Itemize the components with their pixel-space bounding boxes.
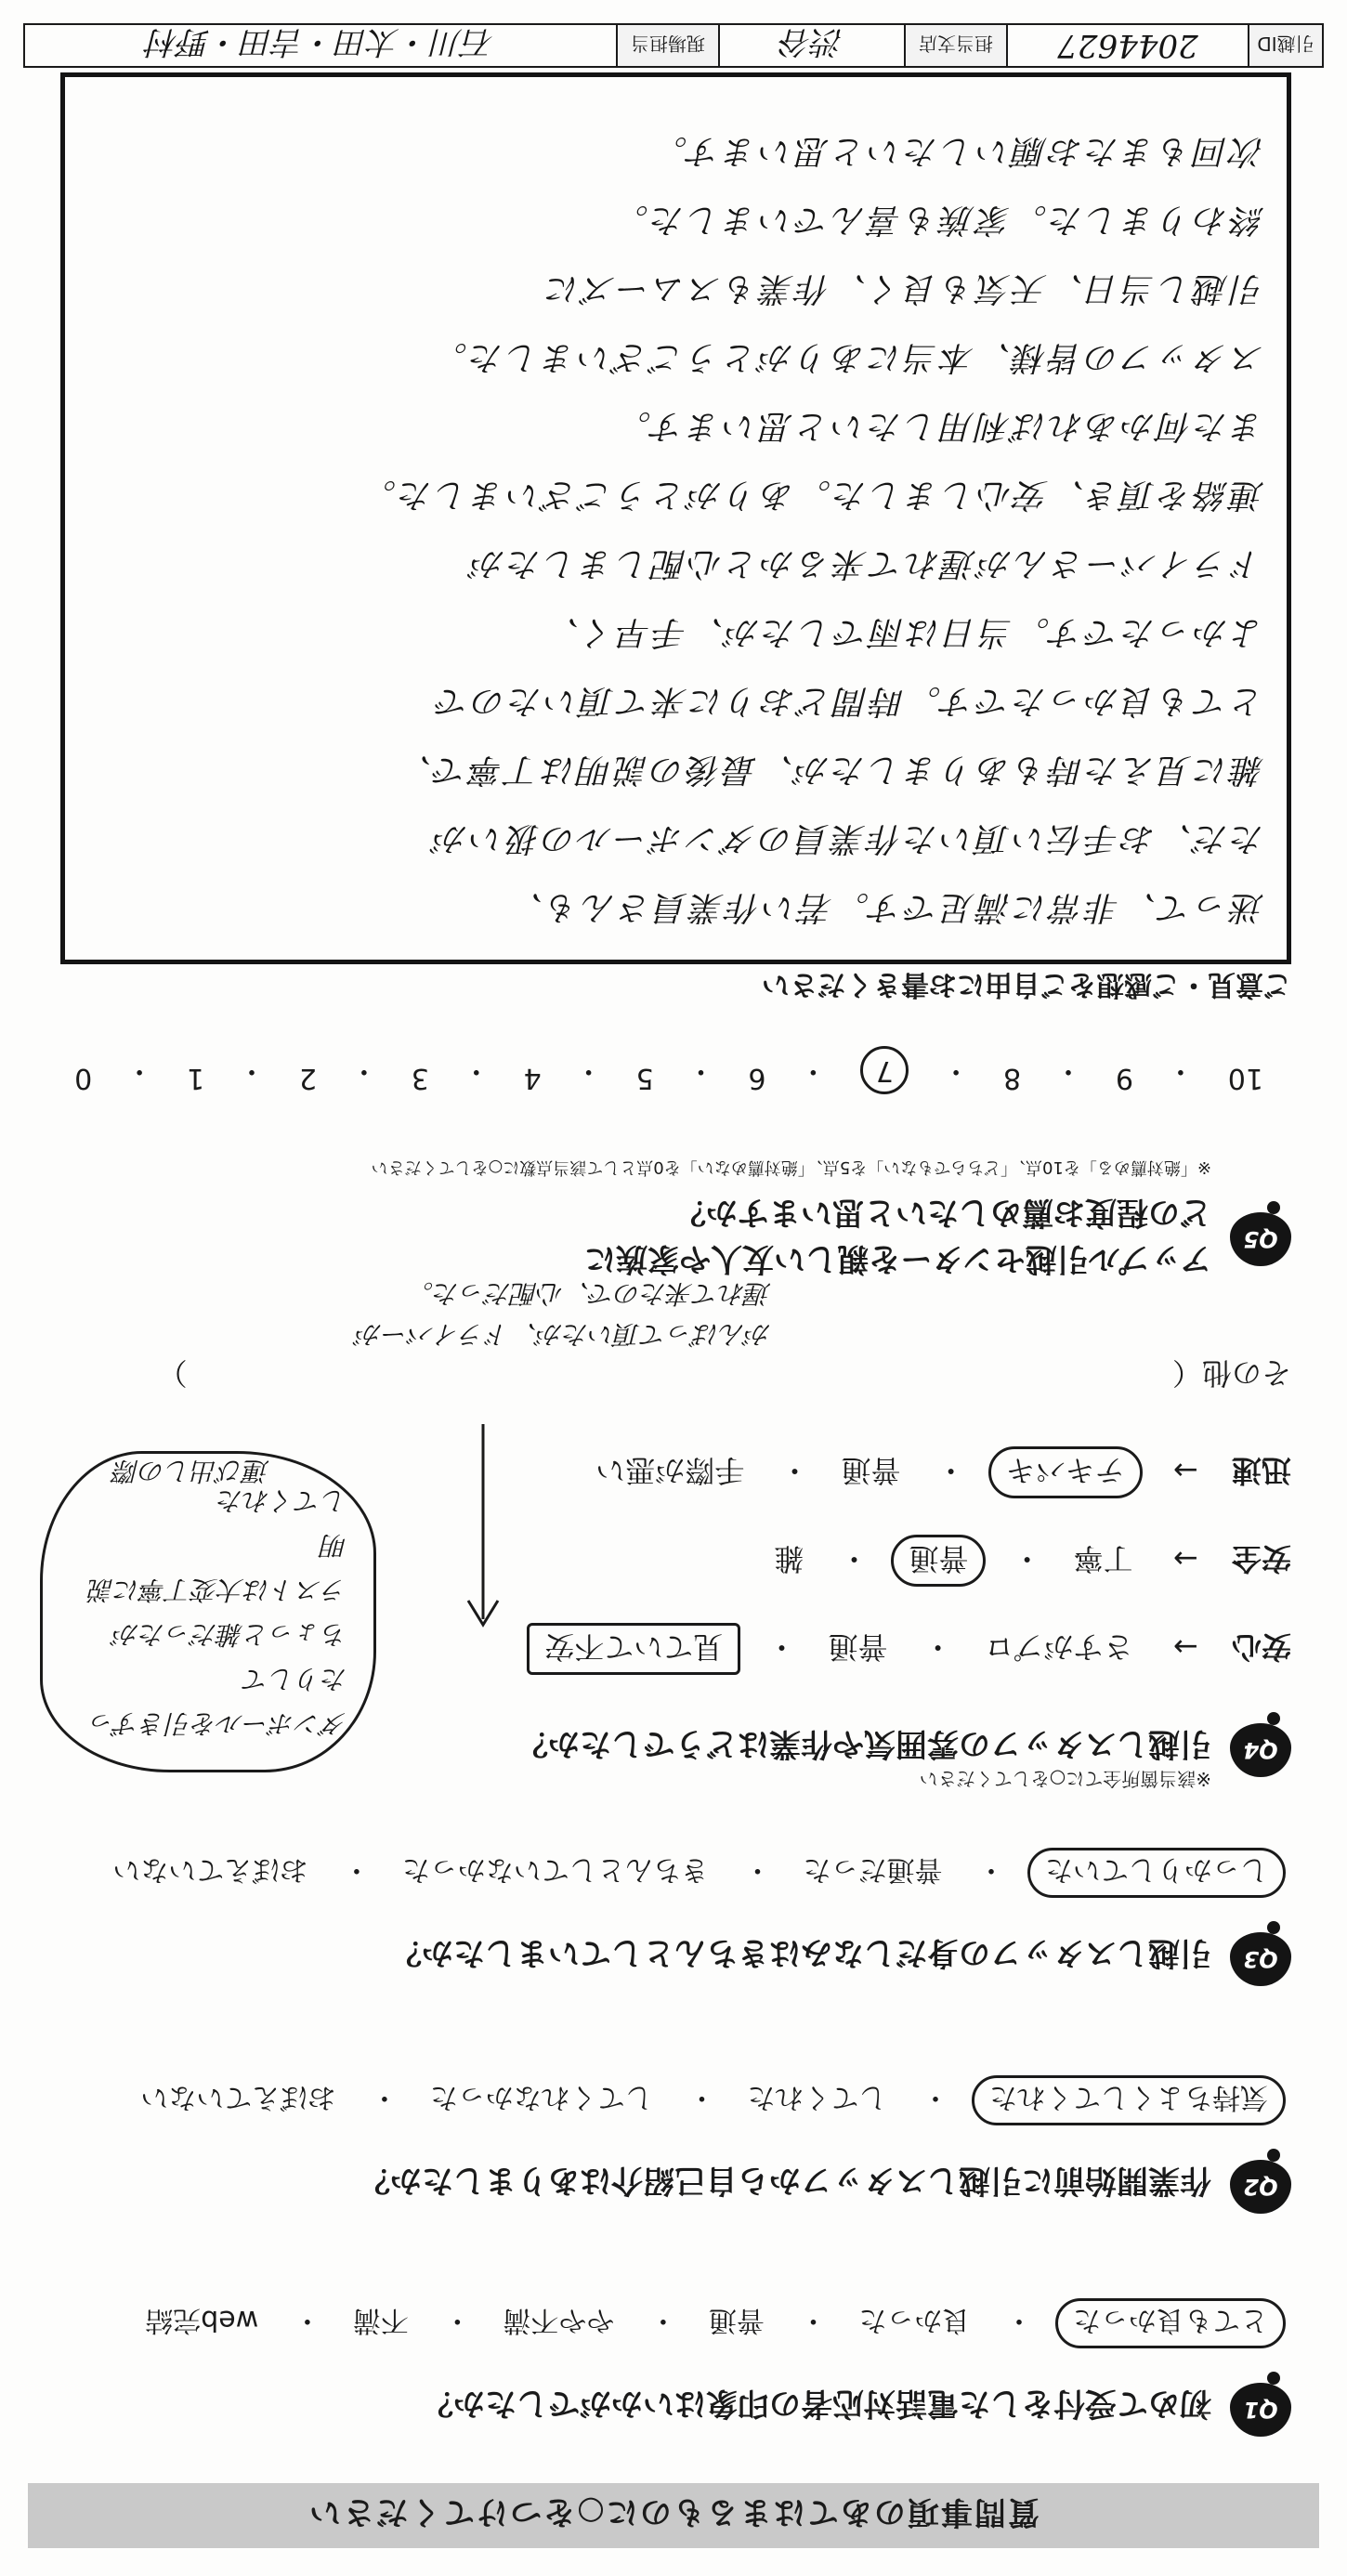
- q3-option-not-neat[interactable]: きちんとしていなかった: [401, 1853, 709, 1886]
- comments-box[interactable]: [60, 72, 1291, 964]
- q3-options: しっかりしていた・ 普通だった・ きちんとしていなかった・ おぼえていない: [98, 1848, 1286, 1898]
- q1-badge: Q1: [1230, 2383, 1291, 2437]
- staff-value: 石川・太田・吉田・野村: [147, 23, 494, 61]
- handwritten-cloud-comment: [40, 1451, 376, 1772]
- id-label: 引越ID: [1248, 25, 1322, 66]
- q4-relief-pro[interactable]: さすがプロ: [984, 1629, 1133, 1665]
- q5-question-line1: アップル引越センターを親しい友人や家族に: [584, 1240, 1211, 1277]
- handwritten-line: してくれた: [216, 1485, 347, 1516]
- comment-line: とても良かったです。時間どおりに来て頂いたので: [433, 682, 1264, 720]
- q4-other-close: ）: [157, 1355, 188, 1391]
- score-8[interactable]: 8: [1003, 1062, 1022, 1094]
- q3-question: 引越しスタッフの身だしなみはきちんとしていましたか？: [390, 1934, 1211, 1971]
- q4-handwritten-other: [356, 1273, 771, 1354]
- q3-option-neat[interactable]: しっかりしていた: [1027, 1848, 1286, 1898]
- id-value: 2044627: [1006, 25, 1248, 66]
- q4-note: ※該当箇所全てに○をしてください: [919, 1768, 1211, 1790]
- q1-option-good[interactable]: 良かった: [858, 2304, 971, 2336]
- q4-speed-clumsy[interactable]: 手際が悪い: [595, 1453, 745, 1488]
- comment-line: スタッフの皆様、本当にありがとうございました。: [430, 338, 1264, 376]
- q1-options: とても良かった・ 良かった・ 普通・ やや不満・ 不満・ web完結: [130, 2298, 1286, 2348]
- comments-title: ご意見・ご感想をご自由にお書きください: [762, 968, 1291, 1000]
- comment-line: 連絡を頂き、安心しました。ありがとうございました。: [360, 476, 1264, 514]
- score-1[interactable]: 1: [187, 1062, 205, 1094]
- q4-other: [158, 1353, 1291, 1396]
- q4-row-label: 安心: [1231, 1629, 1291, 1665]
- q4-safety-careful[interactable]: 丁寧: [1073, 1541, 1133, 1576]
- branch-value: 渋谷: [718, 25, 904, 66]
- q1-option-unsatisfied[interactable]: 不満: [352, 2304, 409, 2336]
- q5-question-line2: どの程度お薦めしたいと思いますか？: [674, 1194, 1211, 1231]
- arrow-right-icon: →: [1173, 1453, 1198, 1488]
- q3-option-dont-remember[interactable]: おぼえていない: [112, 1853, 308, 1886]
- score-5[interactable]: 5: [635, 1062, 654, 1094]
- comment-line: 次回もまたお願いしたいと思います。: [650, 132, 1264, 170]
- score-6[interactable]: 6: [748, 1062, 766, 1094]
- comment-line: よかったです。当日は雨でしたが、手早く、: [543, 613, 1264, 651]
- handwritten-line: ダンボールを引きずったりして: [88, 1664, 347, 1739]
- q2-options: 気持ちよくしてくれた・ してくれた・ してくれなかった・ おぼえていない: [125, 2075, 1286, 2125]
- q2-badge: Q2: [1230, 2160, 1291, 2214]
- handwritten-arrow-icon: [455, 1415, 511, 1638]
- q1-question: 初めて受付をした電話対応者の印象はいかがでしたか？: [422, 2385, 1211, 2422]
- q4-handwritten-arrow-note: 運び出しの際: [112, 1456, 269, 1486]
- comment-line: また何かあれば利用したいと思います。: [614, 407, 1264, 445]
- question-3: [46, 1837, 1291, 1986]
- handwritten-line: 遅れて来たので、心配だった。: [407, 1278, 771, 1309]
- q3-option-normal[interactable]: 普通だった: [803, 1853, 943, 1886]
- q4-relief-normal[interactable]: 普通: [828, 1629, 888, 1665]
- q4-question: 引越しスタッフの雰囲気や作業はどうでしたか？: [517, 1725, 1211, 1762]
- comment-line: 迷って、非常に満足です。若い作業員さんも、: [506, 888, 1264, 926]
- q4-speed-normal[interactable]: 普通: [841, 1453, 901, 1488]
- q4-safety-rough[interactable]: 雑: [774, 1541, 804, 1576]
- q4-row-safety: 安全 → 丁寧・ 普通・ 雑: [759, 1535, 1291, 1587]
- q5-score-scale: 10 ・ 9 ・ 8 ・ 7 ・ 6 ・ 5 ・ 4 ・ 3 ・ 2 ・ 1 ・ 0: [74, 1046, 1263, 1094]
- score-0[interactable]: 0: [74, 1062, 93, 1094]
- comment-line: 雑に見えた時もありましたが、最後の説明は丁寧で、: [395, 751, 1264, 789]
- q4-speed-brisk[interactable]: テキパキ: [988, 1446, 1143, 1498]
- q2-option-did[interactable]: してくれた: [747, 2081, 887, 2113]
- q2-option-pleasant[interactable]: 気持ちよくしてくれた: [972, 2075, 1286, 2125]
- arrow-right-icon: →: [1173, 1541, 1198, 1576]
- q4-row-speed: 迅速 → テキパキ・ 普通・ 手際が悪い: [581, 1446, 1291, 1498]
- q5-note: ※「絶対薦める」を10点、「どちらでもない」を5点、「絶対薦めない」を0点として該当点数に○をしてください: [371, 1157, 1211, 1177]
- q4-safety-normal[interactable]: 普通: [891, 1535, 986, 1587]
- question-5: [46, 1099, 1291, 1285]
- score-4[interactable]: 4: [523, 1062, 542, 1094]
- instruction-banner: 質問事項のあてはまるものに○をつけてください: [28, 2483, 1319, 2548]
- q1-option-normal[interactable]: 普通: [708, 2304, 765, 2336]
- comment-line: ただ、お手伝い頂いた作業員のダンボールの扱いが: [431, 819, 1264, 857]
- handwritten-line: ちょっと雑だったが: [112, 1619, 347, 1650]
- handwritten-line: ラストは大変丁寧に説明: [87, 1530, 347, 1605]
- q4-badge: Q4: [1230, 1723, 1291, 1777]
- branch-label: 担当支店: [904, 25, 1006, 66]
- score-10[interactable]: 10: [1227, 1062, 1263, 1094]
- q4-row-relief: 安心 → さすがプロ・ 普通・ 見ていて不安: [521, 1623, 1291, 1675]
- q2-option-did-not[interactable]: してくれなかった: [429, 2081, 653, 2113]
- q2-question: 作業開始前に引越しスタッフから自己紹介はありましたか？: [359, 2162, 1211, 2199]
- form-id-bar: [23, 23, 1324, 68]
- staff-label: 現場担当: [616, 25, 718, 66]
- score-7-selected[interactable]: 7: [860, 1046, 909, 1094]
- handwritten-line: がんばって頂いたが、ドライバーが: [356, 1319, 771, 1350]
- q4-relief-anxious[interactable]: 見ていて不安: [527, 1623, 740, 1675]
- q1-option-slightly-unsatisfied[interactable]: やや不満: [503, 2304, 615, 2336]
- q3-badge: Q3: [1230, 1932, 1291, 1986]
- comment-line: 引越し当日、天気も良く、作業もスムーズに: [543, 269, 1264, 307]
- comment-line: ドライバーさんが遅れて来るかと心配しましたが: [468, 544, 1264, 582]
- q4-row-label: 安全: [1231, 1541, 1291, 1576]
- score-2[interactable]: 2: [298, 1062, 317, 1094]
- question-2: [46, 2065, 1291, 2214]
- comment-line: 終わりました。家族も喜んでいました。: [611, 201, 1264, 239]
- score-9[interactable]: 9: [1115, 1062, 1134, 1094]
- q1-option-web[interactable]: web完結: [145, 2304, 259, 2336]
- q4-other-label: その他（: [1171, 1355, 1291, 1391]
- arrow-right-icon: →: [1173, 1629, 1198, 1665]
- question-1: [46, 2288, 1291, 2437]
- q5-badge: Q5: [1230, 1212, 1291, 1266]
- score-3[interactable]: 3: [411, 1062, 429, 1094]
- q4-row-label: 迅速: [1231, 1453, 1291, 1488]
- q2-option-dont-remember[interactable]: おぼえていない: [140, 2081, 336, 2113]
- q1-option-very-good[interactable]: とても良かった: [1055, 2298, 1286, 2348]
